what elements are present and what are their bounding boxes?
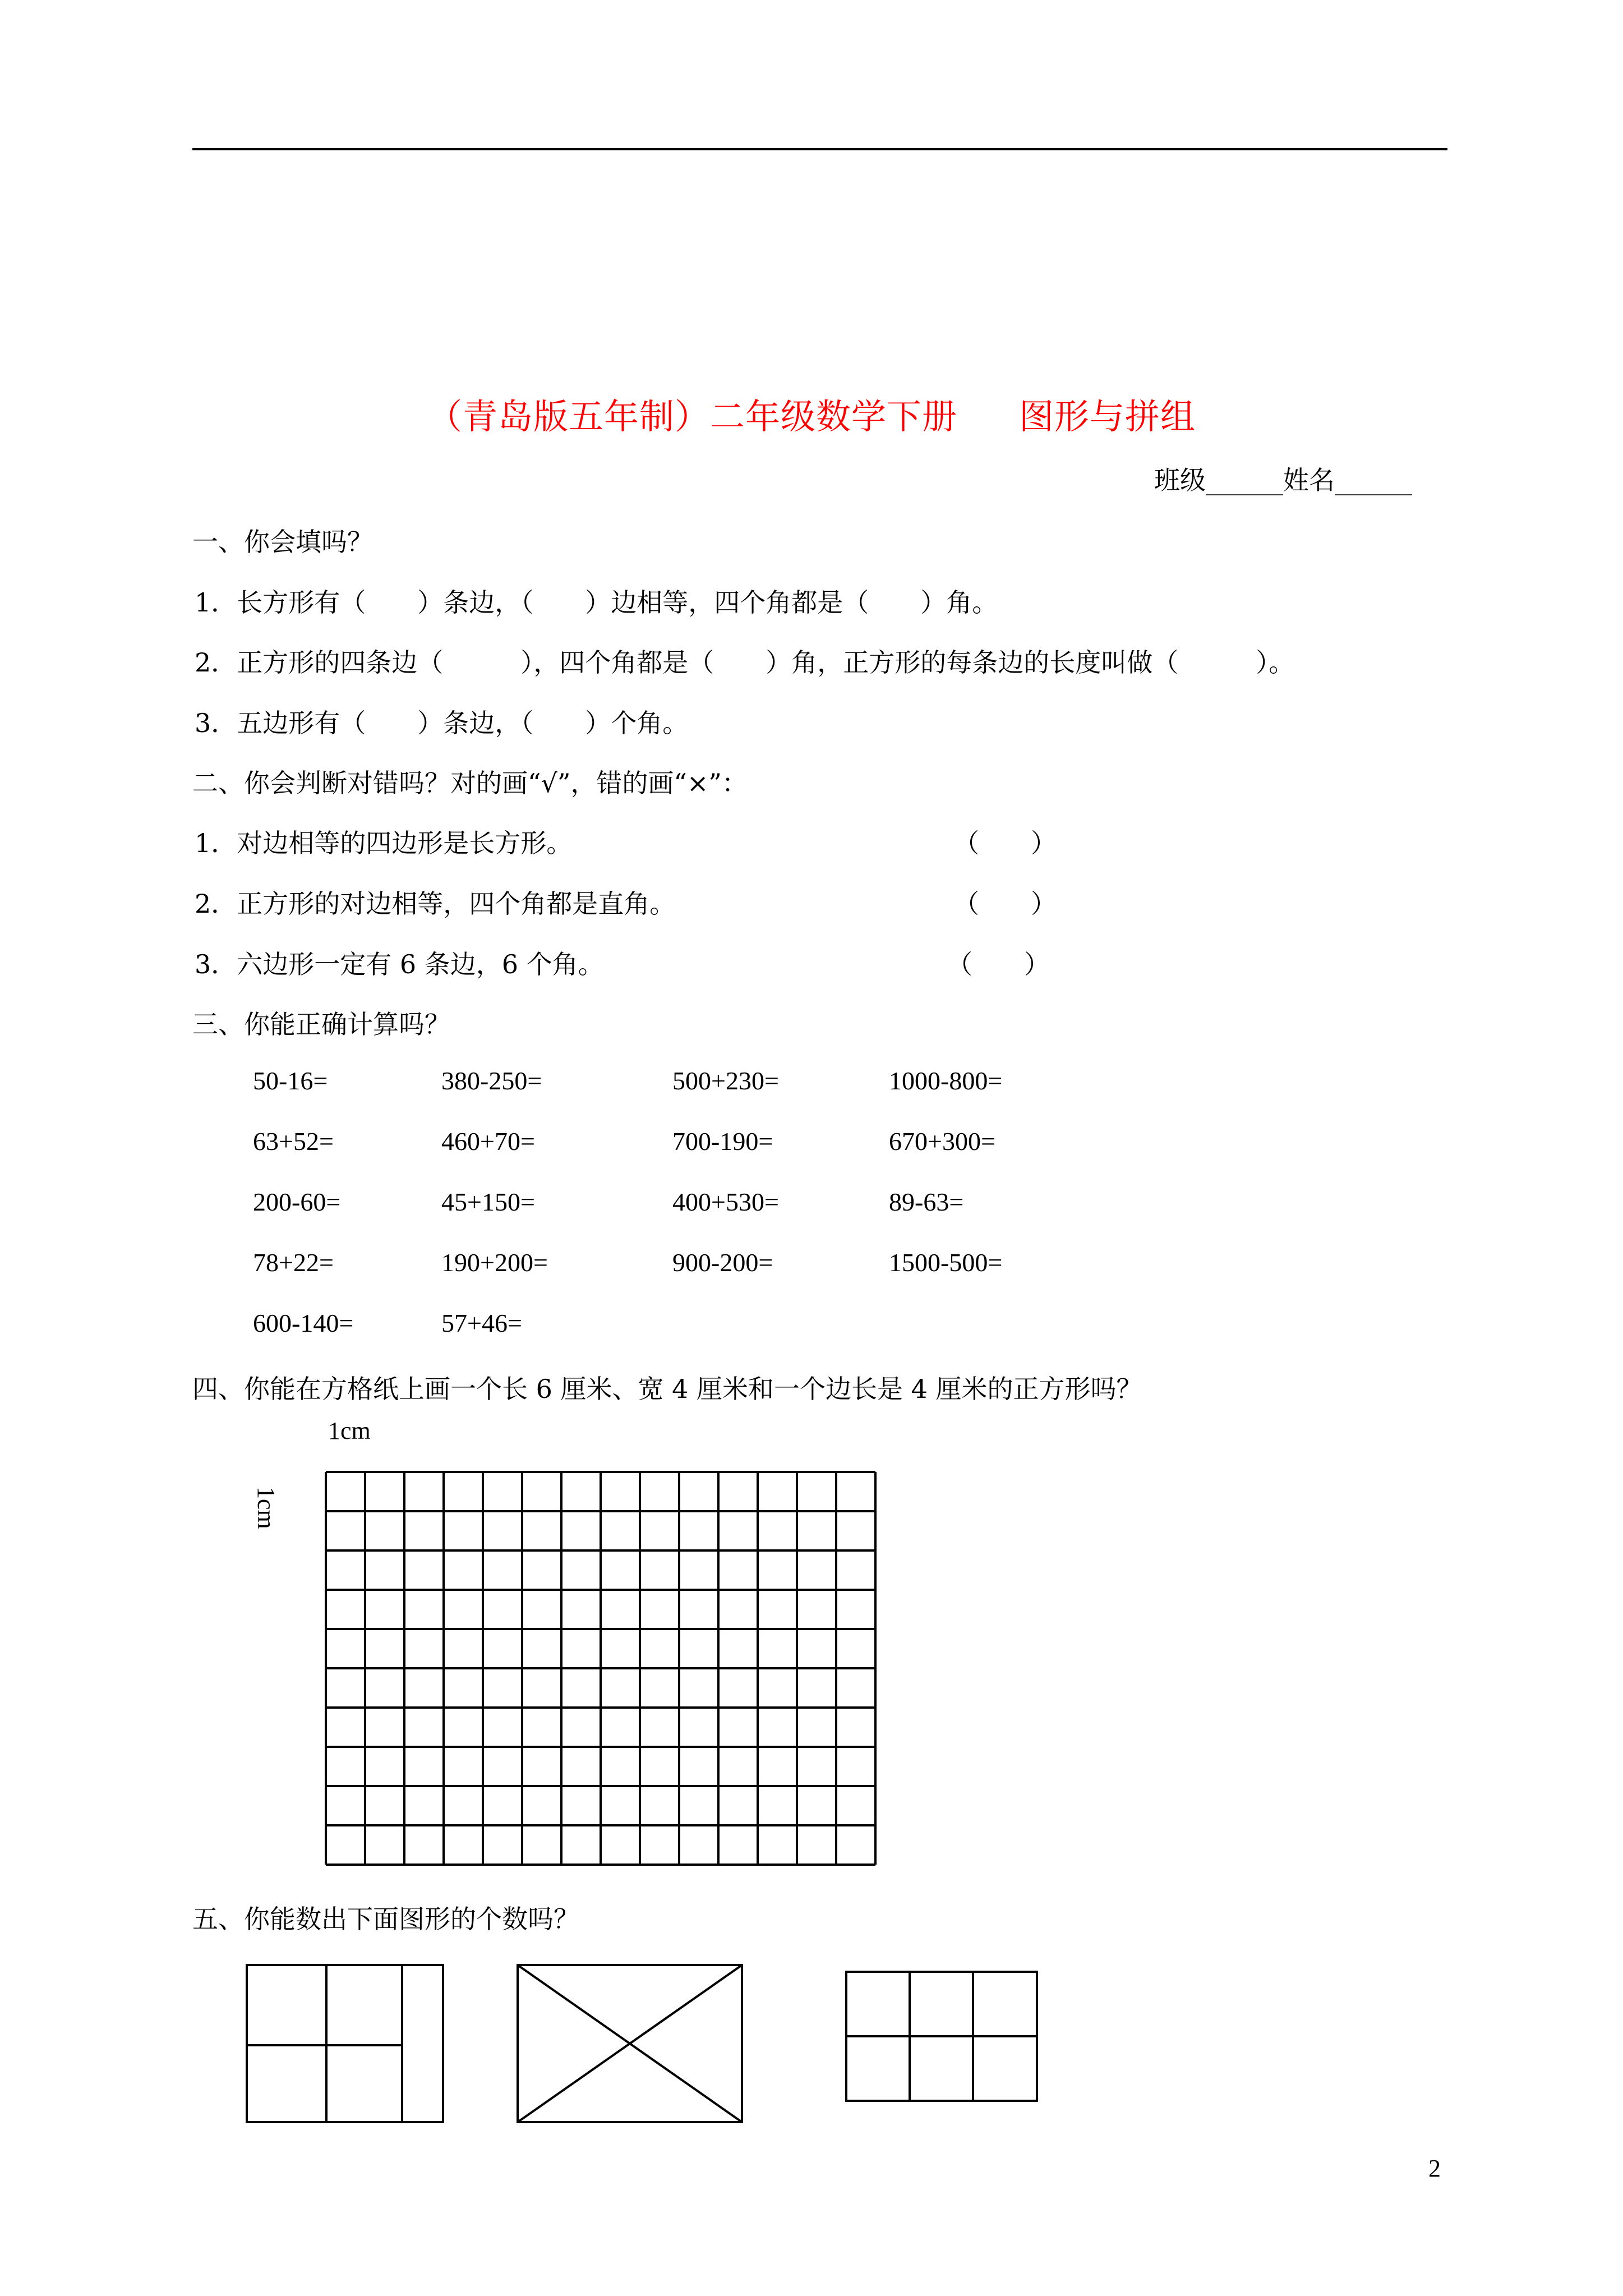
grid-unit-top-label: 1cm xyxy=(328,1417,371,1444)
calc-item: 57+46= xyxy=(441,1309,522,1337)
header-rule xyxy=(192,148,1447,150)
calc-item: 460+70= xyxy=(441,1127,535,1156)
s2-question-1: 1．对边相等的四边形是长方形。 xyxy=(195,828,573,858)
class-name-field: 班级______姓名______ xyxy=(1154,465,1412,495)
calc-item: 700-190= xyxy=(672,1127,773,1156)
s2-answer-bracket-2: （ ） xyxy=(953,889,1057,919)
page-number: 2 xyxy=(1428,2155,1441,2182)
calc-item: 380-250= xyxy=(441,1066,542,1095)
calc-item: 50-16= xyxy=(253,1066,328,1095)
calc-item: 600-140= xyxy=(253,1309,354,1337)
section-4-heading: 四、你能在方格纸上画一个长 6 厘米、宽 4 厘米和一个边长是 4 厘米的正方形吗？ xyxy=(192,1374,1142,1404)
calc-item: 400+530= xyxy=(672,1188,779,1216)
calc-item: 89-63= xyxy=(889,1188,964,1216)
section-1-heading: 一、你会填吗？ xyxy=(192,527,373,557)
figure-rectangles-1 xyxy=(245,1963,445,2125)
calc-item: 63+52= xyxy=(253,1127,334,1156)
calc-item: 78+22= xyxy=(253,1248,334,1277)
s2-question-3: 3．六边形一定有 6 条边，6 个角。 xyxy=(195,949,604,979)
calc-item: 900-200= xyxy=(672,1248,773,1277)
calc-item: 670+300= xyxy=(889,1127,995,1156)
calc-item: 500+230= xyxy=(672,1066,779,1095)
s2-answer-bracket-3: （ ） xyxy=(947,949,1050,979)
calc-item: 45+150= xyxy=(441,1188,535,1216)
square-grid-paper xyxy=(324,1470,879,1866)
calc-item: 190+200= xyxy=(441,1248,548,1277)
section-3-heading: 三、你能正确计算吗？ xyxy=(192,1009,450,1039)
s2-question-2: 2．正方形的对边相等，四个角都是直角。 xyxy=(195,889,676,919)
section-5-heading: 五、你能数出下面图形的个数吗？ xyxy=(192,1904,579,1934)
page-title: （青岛版五年制）二年级数学下册 图形与拼组 xyxy=(427,396,1196,437)
s1-question-1: 1．长方形有（ ）条边，（ ）边相等，四个角都是（ ）角。 xyxy=(195,587,998,618)
s1-question-2: 2．正方形的四条边（ ），四个角都是（ ）角，正方形的每条边的长度叫做（ ）。 xyxy=(195,647,1295,678)
s1-question-3: 3．五边形有（ ）条边，（ ）个角。 xyxy=(195,708,689,738)
calc-item: 1000-800= xyxy=(889,1066,1003,1095)
grid-unit-side-label: 1cm xyxy=(252,1487,280,1529)
s2-answer-bracket-1: （ ） xyxy=(953,828,1057,858)
figure-1-outline xyxy=(247,1965,443,2122)
section-2-heading: 二、你会判断对错吗？对的画“√”，错的画“×”： xyxy=(192,768,748,798)
calc-item: 200-60= xyxy=(253,1188,341,1216)
figure-rectangles-3 xyxy=(845,1970,1039,2102)
figure-rectangle-crossed xyxy=(516,1963,744,2125)
calc-item: 1500-500= xyxy=(889,1248,1003,1277)
